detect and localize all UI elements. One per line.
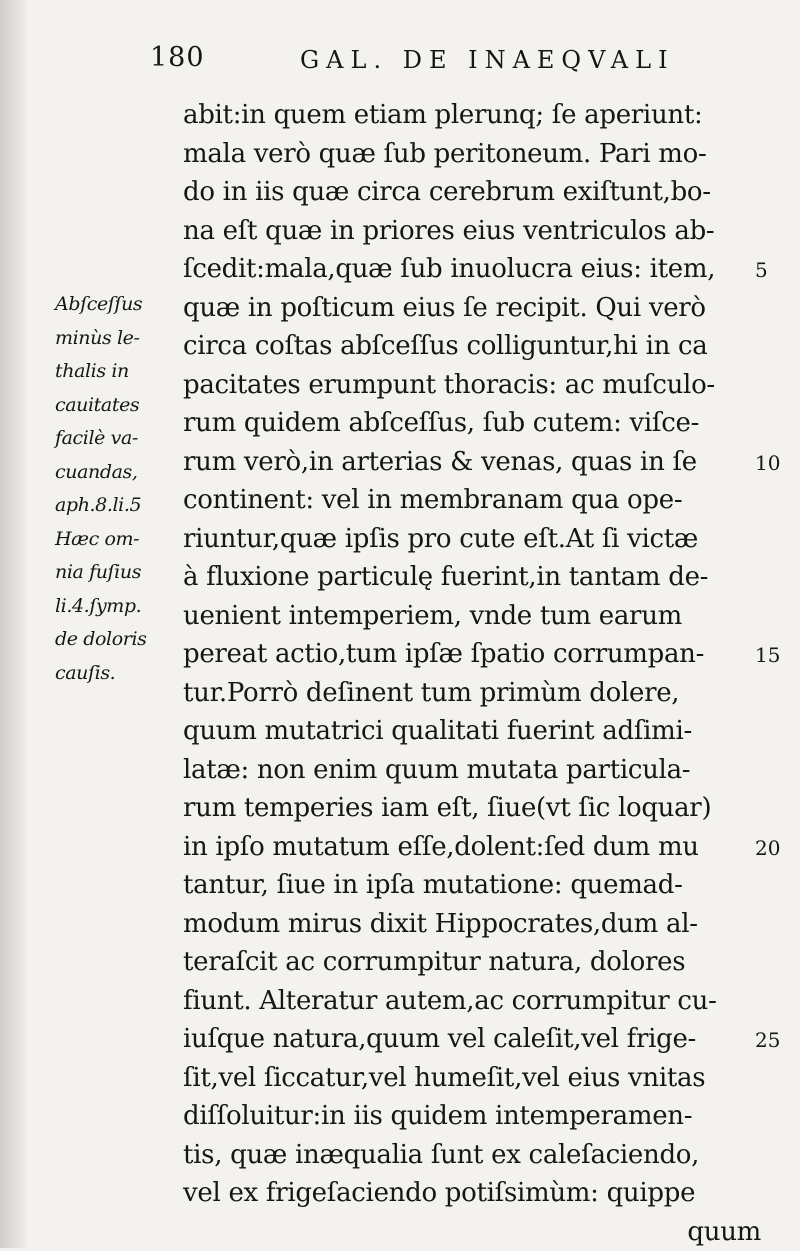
text-line: pacitates erumpunt thoracis: ac muſculo-: [183, 366, 761, 405]
text-line: quæ in poſticum eius ſe recipit. Qui verò: [183, 289, 761, 328]
margin-note-line: Abſceſſus: [55, 288, 180, 322]
text-line: abit:in quem etiam plerunq; ſe aperiunt:: [183, 96, 761, 135]
text-line: rum quidem abſceſſus, ſub cutem: viſce-: [183, 404, 761, 443]
text-line: in ipſo mutatum eſſe,dolent:ſed dum mu: [183, 828, 761, 867]
margin-note-line: facilè va-: [55, 422, 180, 456]
text-line: latæ: non enim quum mutata particula-: [183, 751, 761, 790]
text-line: à fluxione particulę fuerint,in tantam de-: [183, 558, 761, 597]
text-line: diſſoluitur:in iis quidem intemperamen-: [183, 1097, 761, 1136]
running-title: GAL. DE INAEQVALI: [300, 46, 675, 74]
text-line: modum mirus dixit Hippocrates,dum al-: [183, 905, 761, 944]
text-line: riuntur,quæ ipſis pro cute eſt.At ſi victæ: [183, 520, 761, 559]
text-line: mala verò quæ ſub peritoneum. Pari mo-: [183, 135, 761, 174]
margin-note-line: cauitates: [55, 389, 180, 423]
margin-note-line: cauſis.: [55, 657, 180, 691]
margin-note-line: minùs le-: [55, 322, 180, 356]
text-line: uenient intemperiem, vnde tum earum: [183, 597, 761, 636]
margin-note-line: Hæc om-: [55, 523, 180, 557]
text-line: tantur, ſiue in ipſa mutatione: quemad-: [183, 866, 761, 905]
text-line: tur.Porrò deſinent tum primùm dolere,: [183, 674, 761, 713]
text-line: tis, quæ inæqualia ſunt ex caleſaciendo,: [183, 1136, 761, 1175]
text-line: do in iis quæ circa cerebrum exiſtunt,bo-: [183, 173, 761, 212]
line-number: 10: [755, 451, 780, 475]
text-line: vel ex frigeſaciendo potiſsimùm: quippe: [183, 1174, 761, 1213]
text-line: circa coſtas abſceſſus colliguntur,hi in ca: [183, 327, 761, 366]
text-line: rum verò,in arterias & venas, quas in ſe: [183, 443, 761, 482]
margin-note: [55, 288, 180, 690]
text-line: quum mutatrici qualitati fuerint adſimi-: [183, 712, 761, 751]
margin-note-line: aph.8.li.5: [55, 489, 180, 523]
margin-note-line: cuandas,: [55, 456, 180, 490]
main-text-column: [183, 96, 761, 1251]
line-number: 20: [755, 836, 780, 860]
page-gutter-shadow: [0, 0, 26, 1248]
page-header: [150, 42, 770, 82]
text-line: pereat actio,tum ipſæ ſpatio corrumpan-: [183, 635, 761, 674]
line-number: 15: [755, 643, 780, 667]
line-number: 5: [755, 258, 768, 282]
margin-note-line: nia fuſius: [55, 556, 180, 590]
text-line: fiunt. Alteratur autem,ac corrumpitur cu-: [183, 982, 761, 1021]
line-number-column: [755, 0, 800, 1248]
text-line: continent: vel in membranam qua ope-: [183, 481, 761, 520]
text-line: teraſcit ac corrumpitur natura, dolores: [183, 943, 761, 982]
margin-note-line: li.4.ſymp.: [55, 590, 180, 624]
line-number: 25: [755, 1028, 780, 1052]
text-line: na eſt quæ in priores eius ventriculos ab-: [183, 212, 761, 251]
margin-note-line: thalis in: [55, 355, 180, 389]
text-line: rum temperies iam eſt, ſiue(vt ſic loquar): [183, 789, 761, 828]
page-number: 180: [150, 42, 205, 73]
margin-note-line: de doloris: [55, 623, 180, 657]
catchword: quum: [183, 1213, 761, 1251]
text-line: ſcedit:mala,quæ ſub inuolucra eius: item,: [183, 250, 761, 289]
text-line: ſit,vel ſiccatur,vel humeſit,vel eius vnitas: [183, 1059, 761, 1098]
text-line: iuſque natura,quum vel caleſit,vel frige-: [183, 1020, 761, 1059]
